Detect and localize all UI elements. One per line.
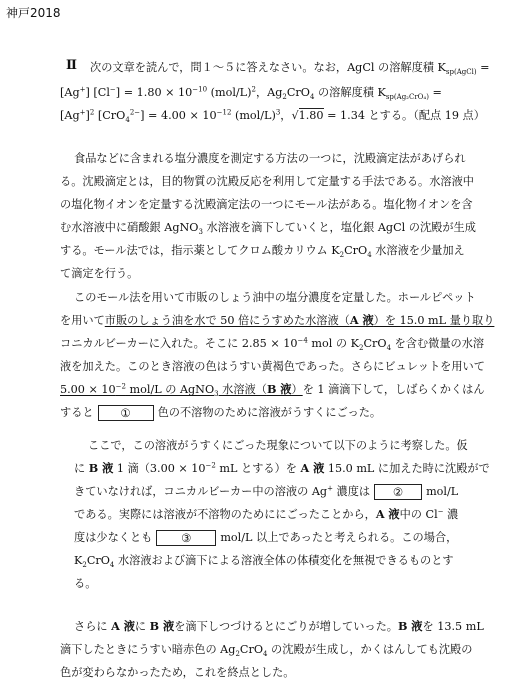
intro-line-2: [Ag+] $[Cl^-] = 1.80 \times 10^{-10}$ $(mol/L)^2$，$Ag_2CrO_4$ の溶解度積 $K_{sp(Ag_2CrO_4)}$ =	[60, 85, 442, 102]
para3-line-3: きていなければ，コニカルビーカー中の溶液の Ag+ 濃度は ② mol/L	[74, 484, 459, 499]
answer-box-3: ③	[156, 530, 216, 546]
para2-line-2: を用いて市販のしょう油を水で 50 倍にうすめた水溶液（A 液）を 15.0 mL 量り取り	[60, 313, 495, 327]
para3-line-6: $K_2CrO_4$ 水溶液および滴下による溶液全体の体積変化を無視できるものとす	[74, 554, 454, 570]
para2-line-1: このモール法を用いて市販のしょう油中の塩分濃度を定量した。ホールピペット	[74, 291, 476, 304]
para3-line-7: る。	[74, 577, 97, 590]
para1-line-5: する。モール法では，指示薬としてクロム酸カリウム $K_2CrO_4$ 水溶液を少量加え	[60, 244, 465, 260]
para4-line-1: さらに A 液に B 液を滴下しつづけるとにごりが増していった。B 液を 13.5 mL	[74, 619, 484, 633]
para1-line-3: の塩化物イオンを定量する沈殿滴定法の一つにモール法がある。塩化物イオンを含	[60, 198, 473, 211]
para2-line-6: すると ① 色の不溶物のために溶液がうすくにごった。	[60, 406, 382, 420]
sqrt-symbol: √	[291, 109, 299, 122]
answer-box-1: ①	[98, 405, 154, 421]
para4-line-2: 滴下したときにうすい暗赤色の $Ag_2CrO_4$ の沈殿が生成し，かくはんしても沈殿の	[60, 643, 473, 659]
answer-box-2: ②	[374, 484, 422, 500]
para2-line-4: 液を加えた。このとき溶液の色はうすい黄褐色であった。さらにビュレットを用いて	[60, 360, 485, 373]
para3-line-2: に B 液 1 滴（$3.00 \times 10^{-2}$ mL とする）を A 液 15.0 mL に加えた時に沈殿がで	[74, 461, 490, 475]
intro-line-1: 次の文章を読んで，問１～５に答えなさい。なお，AgCl の溶解度積 $K_{sp(AgCl)}$ =	[90, 61, 490, 77]
para3-line-1: ここで，この溶液がうすくにごった現象について以下のように考察した。仮	[88, 439, 468, 452]
para2-line-3: コニカルビーカーに入れた。そこに $2.85 \times 10^{-4}$ mol の $K_2CrO_4$ を含む微量の水溶	[60, 336, 485, 353]
para1-line-6: て滴定を行う。	[60, 267, 139, 280]
document-header: 神戸2018	[6, 6, 61, 20]
para2-line-5: $5.00 \times 10^{-2}$ mol/L の AgNO$_3$ 水溶液（B 液）を 1 滴滴下して，しばらくかくはん	[60, 382, 485, 399]
para4-line-3: 色が変わらなかったため，これを終点とした。	[60, 666, 295, 679]
para3-line-4: である。実際には溶液が不溶物のためににごったことから，A 液中の Cl− 濃	[74, 507, 459, 521]
para1-line-2: る。沈殿滴定とは，目的物質の沈殿反応を利用して定量する手法である。水溶液中	[60, 175, 474, 188]
problem-number: Ⅱ	[66, 58, 77, 73]
para1-line-4: む水溶液中に硝酸銀 AgNO$_3$ 水溶液を滴下していくと，塩化銀 AgCl の沈殿が生成	[60, 221, 476, 237]
intro-line-3: $[Ag^+]^2$ $[CrO_4^{2-}] = 4.00 \times 10^{-12}$ $(mol/L)^3$，√1.80 = 1.34 とする。（配点 19 点）	[60, 108, 485, 125]
para1-line-1: 食品などに含まれる塩分濃度を測定する方法の一つに，沈殿滴定法があげられ	[74, 152, 466, 165]
para3-line-5: 度は少なくとも ③ mol/L 以上であったと考えられる。この場合，	[74, 531, 458, 545]
